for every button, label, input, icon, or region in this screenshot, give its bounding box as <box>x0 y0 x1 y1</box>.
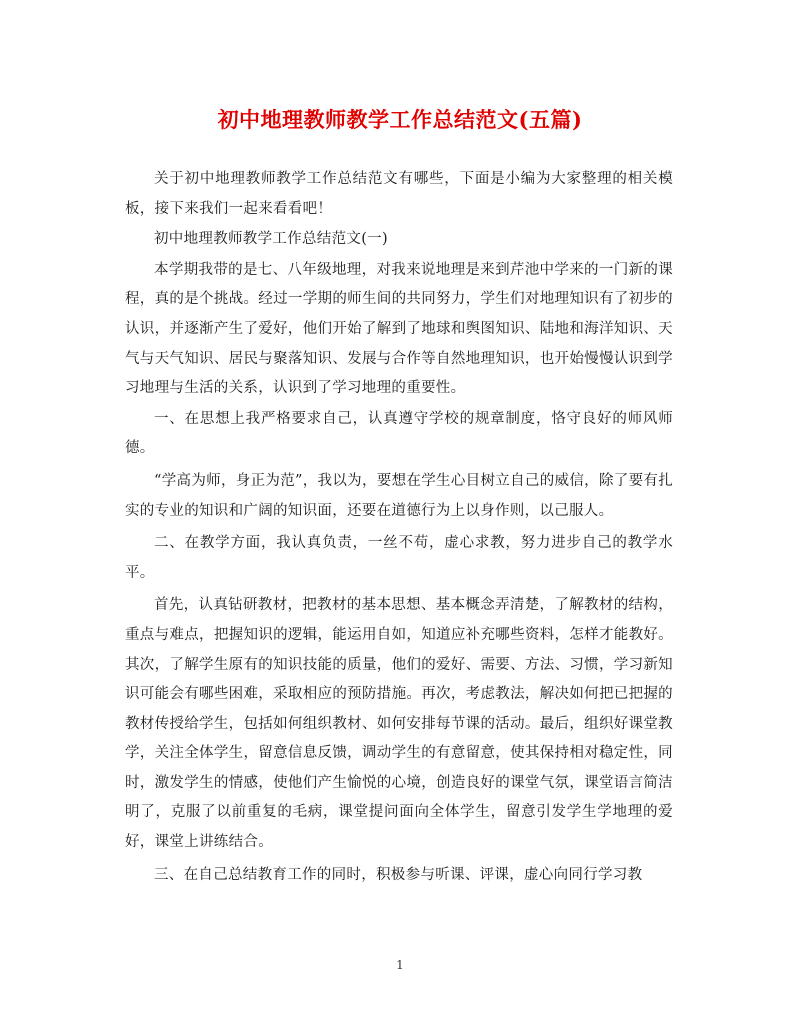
body-paragraph: 本学期我带的是七、八年级地理，对我来说地理是来到芹池中学来的一门新的课程，真的是个挑战。经过一学期的师生间的共同努力，学生们对地理知识有了初步的认识，并逐渐产生了爱好，他们开始了解到了地球和舆图知识、陆地和海洋知识、天气与天气知识、居民与聚落知识、发展与合作等自然地理知识，也开始慢慢认识到学习地理与生活的关系，认识到了学习地理的重要性。 <box>125 261 673 397</box>
intro-paragraph: 关于初中地理教师教学工作总结范文有哪些，下面是小编为大家整理的相关模板，接下来我们一起来看看吧！ <box>125 171 673 217</box>
page-number: 1 <box>396 958 404 972</box>
body-paragraph: 一、在思想上我严格要求自己，认真遵守学校的规章制度，恪守良好的师风师德。 <box>125 410 673 457</box>
quote-paragraph: “学高为师，身正为范”，我以为，要想在学生心目树立自己的威信，除了要有扎实的专业的知识和广阔的知识面，还要在道德行为上以身作则，以己服人。 <box>125 472 673 519</box>
body-paragraph: 二、在教学方面，我认真负责，一丝不苟，虚心求教，努力进步自己的教学水平。 <box>125 535 673 581</box>
body-paragraph: 三、在自己总结教育工作的同时，积极参与听课、评课，虚心向同行学习教 <box>154 866 643 883</box>
section-heading: 初中地理教师教学工作总结范文(一) <box>154 231 388 248</box>
body-paragraph: 首先，认真钻研教材，把教材的基本思想、基本概念弄清楚，了解教材的结构，重点与难点，把握知识的逻辑，能运用自如，知道应补充哪些资料，怎样才能教好。其次，了解学生原有的知识技能的质量，他们的爱好、需要、方法、习惯，学习新知识可能会有哪些困难，采取相应的预防措施。再次，考虑教法，解决如何把已把握的教材传授给学生，包括如何组织教材、如何安排每节课的活动。最后，组织好课堂教学，关注全体学生，留意信息反馈，调动学生的有意留意，使其保持相对稳定性，同时，激发学生的情感，使他们产生愉悦的心境，创造良好的课堂气氛，课堂语言简洁明了，克服了以前重复的毛病，课堂提问面向全体学生，留意引发学生学地理的爱好，课堂上讲练结合。 <box>125 597 673 851</box>
document-body <box>125 165 673 891</box>
document-title: 初中地理教师教学工作总结范文(五篇) <box>217 107 583 132</box>
